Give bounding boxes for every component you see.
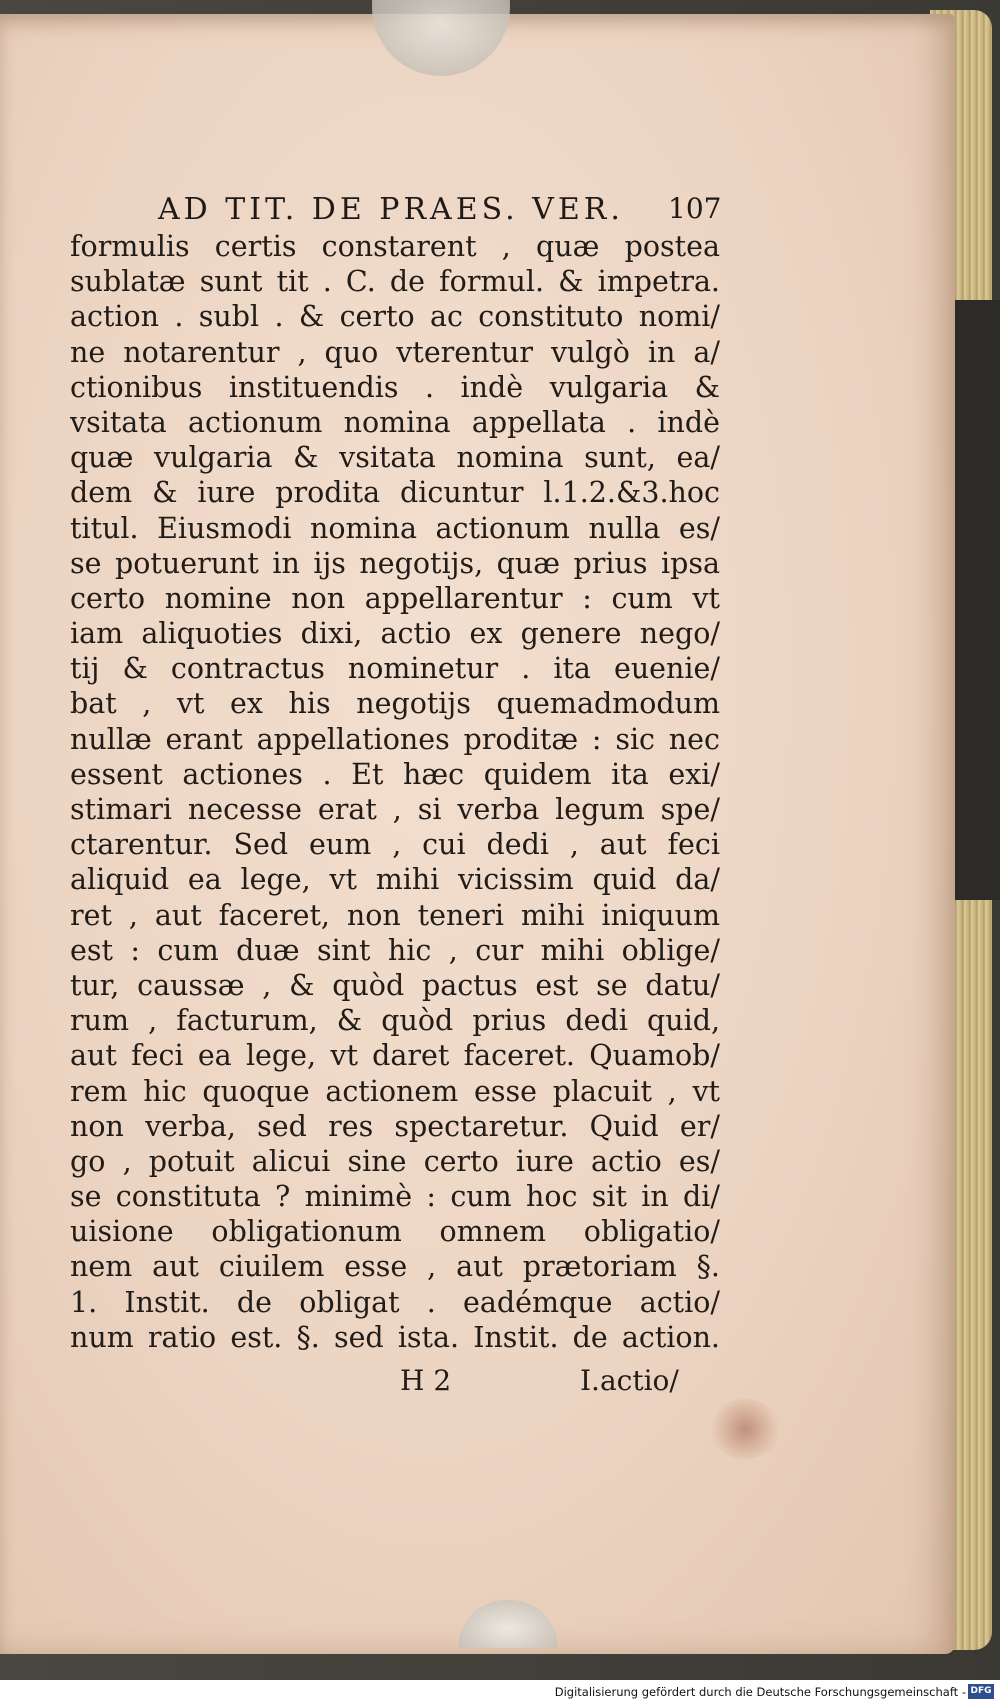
catch-line [400,1364,700,1404]
text-line: vsitata actionum nomina appellata . indè [70,405,720,439]
catchword: I.actio/ [580,1364,679,1397]
text-line: titul. Eiusmodi nomina actionum nulla es/ [70,511,720,545]
text-line: bat , vt ex his negotijs quemadmodum [70,687,720,721]
text-line: essent actiones . Et hæc quidem ita exi/ [70,757,720,791]
book-page [0,14,955,1654]
text-line: 1. Instit. de obligat . eadémque actio/ [70,1285,720,1319]
text-line: action . subl . & certo ac constituto nomi/ [70,300,720,334]
text-line: go , potuit alicui sine certo iure actio es/ [70,1144,720,1178]
text-line: rum , facturum, & quòd prius dedi quid, [70,1004,720,1038]
text-line: nem aut ciuilem esse , aut prætoriam §. [70,1250,720,1284]
text-line: num ratio est. §. sed ista. Instit. de action. [70,1320,720,1354]
text-line: aliquid ea lege, vt mihi vicissim quid da/ [70,863,720,897]
text-line: dem & iure prodita dicuntur l.1.2.&3.hoc [70,476,720,510]
signature-mark: H 2 [400,1364,452,1397]
text-line: quæ vulgaria & vsitata nomina sunt, ea/ [70,441,720,475]
text-line: tij & contractus nominetur . ita euenie/ [70,652,720,686]
paper-stain [710,1399,780,1459]
text-line: se potuerunt in ijs negotijs, quæ prius ipsa [70,546,720,580]
text-line: formulis certis constarent , quæ postea [70,230,720,263]
text-line: aut feci ea lege, vt daret faceret. Quamob/ [70,1039,720,1073]
text-line: non verba, sed res spectaretur. Quid er/ [70,1109,720,1143]
text-line: ne notarentur , quo vterentur vulgò in a/ [70,335,720,369]
footer-bar [0,1680,1000,1703]
text-line: ctarentur. Sed eum , cui dedi , aut feci [70,828,720,862]
running-head: AD TIT. DE PRAES. VER. [158,192,624,227]
text-line: rem hic quoque actionem esse placuit , vt [70,1074,720,1108]
text-line: ret , aut faceret, non teneri mihi iniquum [70,898,720,932]
text-line: iam aliquoties dixi, actio ex genere nego/ [70,617,720,651]
text-line: uisione obligationum omnem obligatio/ [70,1215,720,1249]
text-line: tur, caussæ , & quòd pactus est se datu/ [70,968,720,1002]
dfg-logo: DFG [968,1684,994,1699]
text-block [70,229,720,1355]
text-line: se constituta ? minimè : cum hoc sit in di/ [70,1180,720,1214]
book-spine-shadow [955,300,1000,900]
funding-credit: Digitalisierung gefördert durch die Deutsche Forschungsgemeinschaft - [554,1685,966,1699]
text-line: nullæ erant appellationes proditæ : sic nec [70,722,720,756]
text-line: est : cum duæ sint hic , cur mihi oblige/ [70,933,720,967]
text-line: stimari necesse erat , si verba legum spe/ [70,793,720,826]
text-line: ctionibus instituendis . indè vulgaria & [70,370,720,404]
text-line: sublatæ sunt tit . C. de formul. & impetra. [70,265,720,299]
text-line: certo nomine non appellarentur : cum vt [70,581,720,615]
page-number: 107 [668,192,722,225]
